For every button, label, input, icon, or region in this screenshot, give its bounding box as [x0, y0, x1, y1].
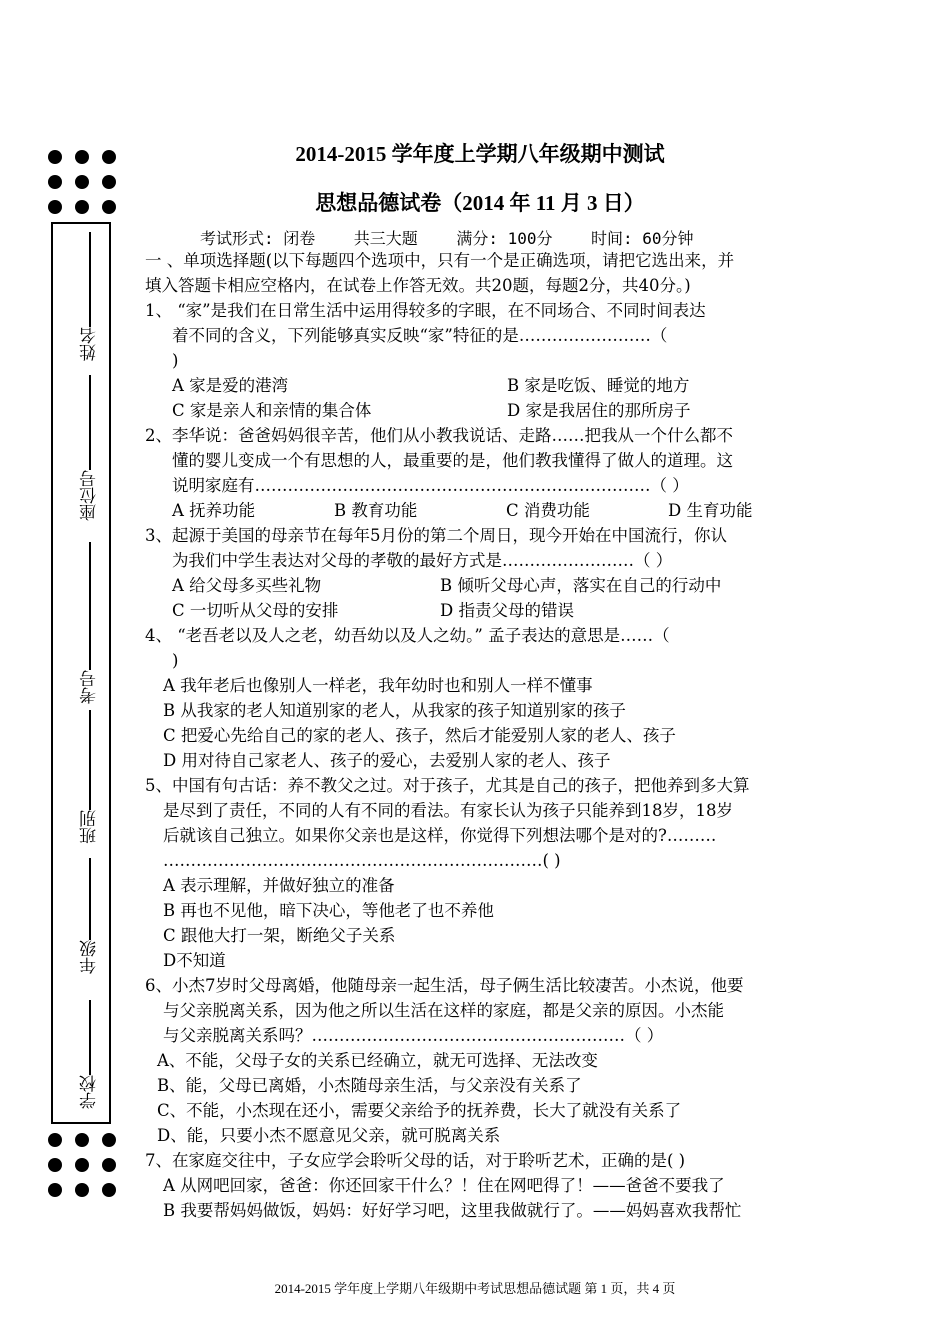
page-subtitle: 思想品德试卷（2014 年 11 月 3 日）: [315, 191, 645, 215]
fill-line: [89, 232, 91, 327]
binding-dots-bottom: [48, 1133, 118, 1197]
option: C 把爱心先给自己的家的老人、孩子，然后才能爱别人家的老人、孩子: [163, 726, 676, 745]
option: A 表示理解，并做好独立的准备: [163, 876, 395, 895]
binding-field-exam-number: [70, 542, 110, 704]
option: C 家是亲人和亲情的集合体: [172, 401, 372, 420]
option: A 从网吧回家，爸爸：你还回家干什么？！住在网吧得了！——爸爸不要我了: [163, 1176, 725, 1195]
binding-label: 座位号: [79, 470, 100, 521]
binding-field-name: [70, 232, 110, 361]
question-text: 与父亲脱离关系吗？…………………………………………………（ ）: [163, 1026, 664, 1045]
option: D、能，只要小杰不愿意见父亲，就可脱离关系: [157, 1126, 501, 1145]
exam-info: 考试形式: 闭卷 共三大题 满分: 100分 时间: 60分钟: [200, 229, 694, 248]
option: A 抚养功能: [172, 501, 256, 520]
question-text: ): [172, 351, 179, 370]
question-text: 2、李华说：爸爸妈妈很辛苦，他们从小教我说话、走路……把我从一个什么都不: [145, 426, 733, 445]
binding-field-seat: [70, 375, 110, 521]
option: B 再也不见他，暗下决心，等他老了也不养他: [163, 901, 494, 920]
binding-label: 姓名: [79, 327, 100, 361]
option-row: [145, 373, 810, 398]
page-footer: 2014-2015 学年度上学期八年级期中考试思想品德试题 第 1 页，共 4 页: [274, 1281, 676, 1296]
option: B 我要帮妈妈做饭，妈妈：好好学习吧，这里我做就行了。——妈妈喜欢我帮忙: [163, 1201, 742, 1220]
section-heading: 填入答题卡相应空格内，在试卷上作答无效。共20题，每题2分，共40分。): [145, 276, 691, 295]
dot-icon: [102, 1183, 116, 1197]
question-text: 着不同的含义，下列能够真实反映“家”特征的是……………………（: [172, 326, 668, 345]
question-text: ): [172, 651, 179, 670]
page-title: 2014-2015 学年度上学期八年级期中测试: [295, 142, 665, 166]
dot-icon: [48, 1158, 62, 1172]
binding-label: 年级: [79, 940, 100, 974]
option-row: [145, 573, 810, 598]
option: B、能，父母已离婚，小杰随母亲生活，与父亲没有关系了: [157, 1076, 582, 1095]
exam-content: [145, 248, 810, 1223]
dot-icon: [48, 1183, 62, 1197]
option: A 我年老后也像别人一样老，我年幼时也和别人一样不懂事: [163, 676, 593, 695]
option: A 给父母多买些礼物: [172, 576, 322, 595]
question-text: 4、 “老吾老以及人之老，幼吾幼以及人之幼。” 孟子表达的意思是……（: [145, 626, 670, 645]
option: B 教育功能: [334, 501, 418, 520]
option-row: [145, 498, 810, 523]
binding-label: 班别: [79, 810, 100, 844]
dot-icon: [75, 1133, 89, 1147]
fill-line: [89, 542, 91, 670]
question-text: 为我们中学生表达对父母的孝敬的最好方式是……………………（ ）: [172, 551, 673, 570]
dot-icon: [48, 1133, 62, 1147]
fill-line: [89, 375, 91, 470]
question-text: 7、在家庭交往中，子女应学会聆听父母的话，对于聆听艺术，正确的是( ): [145, 1151, 686, 1170]
option: C 跟他大打一架，断绝父子关系: [163, 926, 396, 945]
option: B 家是吃饭、睡觉的地方: [507, 376, 690, 395]
question-text: 1、 “家”是我们在日常生活中运用得较多的字眼，在不同场合、不同时间表达: [145, 301, 706, 320]
binding-field-class: [70, 710, 110, 844]
dot-icon: [75, 1158, 89, 1172]
option: A 家是爱的港湾: [172, 376, 289, 395]
option-row: [145, 398, 810, 423]
option: C 一切听从父母的安排: [172, 601, 339, 620]
option: B 从我家的老人知道别家的老人，从我家的孩子知道别家的孩子: [163, 701, 626, 720]
question-text: ……………………………………………………………( ): [163, 851, 561, 870]
option: C、不能，小杰现在还小，需要父亲给予的抚养费，长大了就没有关系了: [157, 1101, 682, 1120]
fill-line: [89, 710, 91, 810]
option: C 消费功能: [506, 501, 590, 520]
option: D 家是我居住的那所房子: [507, 401, 691, 420]
option: D 用对待自己家老人、孩子的爱心，去爱别人家的老人、孩子: [163, 751, 611, 770]
question-text: 6、小杰7岁时父母离婚，他随母亲一起生活，母子俩生活比较凄苦。小杰说，他要: [145, 976, 744, 995]
dot-icon: [102, 1158, 116, 1172]
fill-line: [89, 858, 91, 940]
option: D不知道: [163, 951, 226, 970]
option: D 指责父母的错误: [440, 601, 574, 620]
question-text: 后就该自己独立。如果你父亲也是这样，你觉得下列想法哪个是对的?………: [163, 826, 717, 845]
option-row: [145, 598, 810, 623]
binding-field-grade: [70, 858, 110, 974]
question-text: 与父亲脱离关系，因为他之所以生活在这样的家庭，都是父亲的原因。小杰能: [163, 1001, 724, 1020]
binding-label: 学校: [79, 1075, 100, 1109]
binding-field-school: [70, 1000, 110, 1109]
question-text: 5、中国有句古话：养不教父之过。对于孩子，尤其是自己的孩子，把他养到多大算: [145, 776, 750, 795]
question-text: 说明家庭有………………………………………………………………（ ）: [172, 476, 689, 495]
section-heading: 一 、单项选择题(以下每题四个选项中，只有一个是正确选项，请把它选出来，并: [145, 251, 735, 270]
dot-icon: [102, 1133, 116, 1147]
question-text: 3、起源于美国的母亲节在每年5月份的第二个周日，现今开始在中国流行，你认: [145, 526, 727, 545]
option: A、不能，父母子女的关系已经确立，就无可选择、无法改变: [157, 1051, 598, 1070]
binding-label: 考号: [79, 670, 100, 704]
question-text: 懂的婴儿变成一个有思想的人，最重要的是，他们教我懂得了做人的道理。这: [172, 451, 733, 470]
question-text: 是尽到了责任，不同的人有不同的看法。有家长认为孩子只能养到18岁，18岁: [163, 801, 733, 820]
fill-line: [89, 1000, 91, 1075]
dot-icon: [75, 1183, 89, 1197]
option: D 生育功能: [668, 501, 753, 520]
option: B 倾听父母心声，落实在自己的行动中: [440, 576, 722, 595]
